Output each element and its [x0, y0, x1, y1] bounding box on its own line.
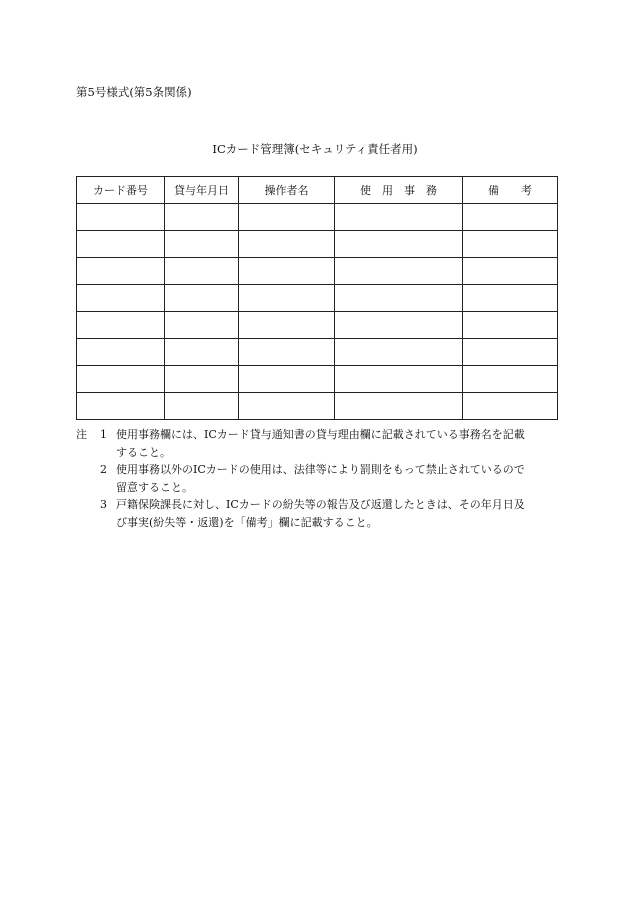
note-line: 使用事務欄には、ICカード貸与通知書の貸与理由欄に記載されている事務名を記載	[116, 428, 525, 441]
table-cell	[77, 393, 165, 420]
notes-section	[76, 426, 560, 531]
table-cell	[239, 258, 335, 285]
table-cell	[335, 204, 463, 231]
note-line: 使用事務以外のICカードの使用は、法律等により罰則をもって禁止されているので	[116, 463, 525, 476]
table-cell	[165, 258, 239, 285]
table-cell	[165, 231, 239, 258]
note-line: すること。	[116, 445, 171, 459]
table-cell	[335, 231, 463, 258]
table-cell	[335, 339, 463, 366]
table-row	[77, 366, 558, 393]
table-cell	[239, 393, 335, 420]
table-cell	[239, 285, 335, 312]
table-cell	[165, 366, 239, 393]
table-cell	[335, 285, 463, 312]
table-cell	[77, 312, 165, 339]
table-row	[77, 393, 558, 420]
table-cell	[165, 393, 239, 420]
table-cell	[335, 393, 463, 420]
header-row	[77, 177, 558, 204]
header-remarks: 備 考	[463, 177, 558, 204]
table-row	[77, 339, 558, 366]
table-cell	[77, 204, 165, 231]
table-cell	[239, 204, 335, 231]
table-cell	[463, 204, 558, 231]
note-item	[76, 461, 560, 496]
register-table	[76, 176, 558, 420]
table-cell	[335, 366, 463, 393]
note-item	[76, 426, 560, 461]
table-cell	[463, 258, 558, 285]
form-number: 第5号様式(第5条関係)	[76, 85, 192, 99]
header-work-use: 使 用 事 務	[335, 177, 463, 204]
note-item	[76, 496, 560, 531]
table-cell	[77, 285, 165, 312]
table-cell	[239, 366, 335, 393]
table-cell	[463, 285, 558, 312]
header-operator-name: 操作者名	[239, 177, 335, 204]
table-row	[77, 204, 558, 231]
table-row	[77, 285, 558, 312]
table-cell	[335, 312, 463, 339]
table-row	[77, 258, 558, 285]
table-cell	[463, 339, 558, 366]
note-line: 留意すること。	[116, 480, 193, 494]
table-cell	[165, 204, 239, 231]
table-row	[77, 231, 558, 258]
table-cell	[77, 366, 165, 393]
table-cell	[239, 312, 335, 339]
table-cell	[463, 366, 558, 393]
table-cell	[165, 312, 239, 339]
table-cell	[239, 231, 335, 258]
note-line: 戸籍保険課長に対し、ICカードの紛失等の報告及び返還したときは、その年月日及	[116, 498, 525, 511]
table-cell	[165, 339, 239, 366]
table-cell	[77, 231, 165, 258]
note-number: 1	[100, 428, 107, 441]
table-cell	[77, 339, 165, 366]
document-title: ICカード管理簿(セキュリティ責任者用)	[212, 142, 418, 156]
table-cell	[463, 312, 558, 339]
note-number: 2	[100, 463, 107, 476]
table-cell	[165, 285, 239, 312]
table-cell	[463, 393, 558, 420]
table-cell	[463, 231, 558, 258]
table-row	[77, 312, 558, 339]
note-number: 3	[100, 498, 107, 511]
notes-label: 注	[76, 428, 87, 441]
header-lending-date: 貸与年月日	[165, 177, 239, 204]
table-cell	[335, 258, 463, 285]
note-line: び事実(紛失等・返還)を「備考」欄に記載すること。	[116, 515, 378, 529]
table-cell	[239, 339, 335, 366]
table-cell	[77, 258, 165, 285]
header-card-number: カード番号	[77, 177, 165, 204]
